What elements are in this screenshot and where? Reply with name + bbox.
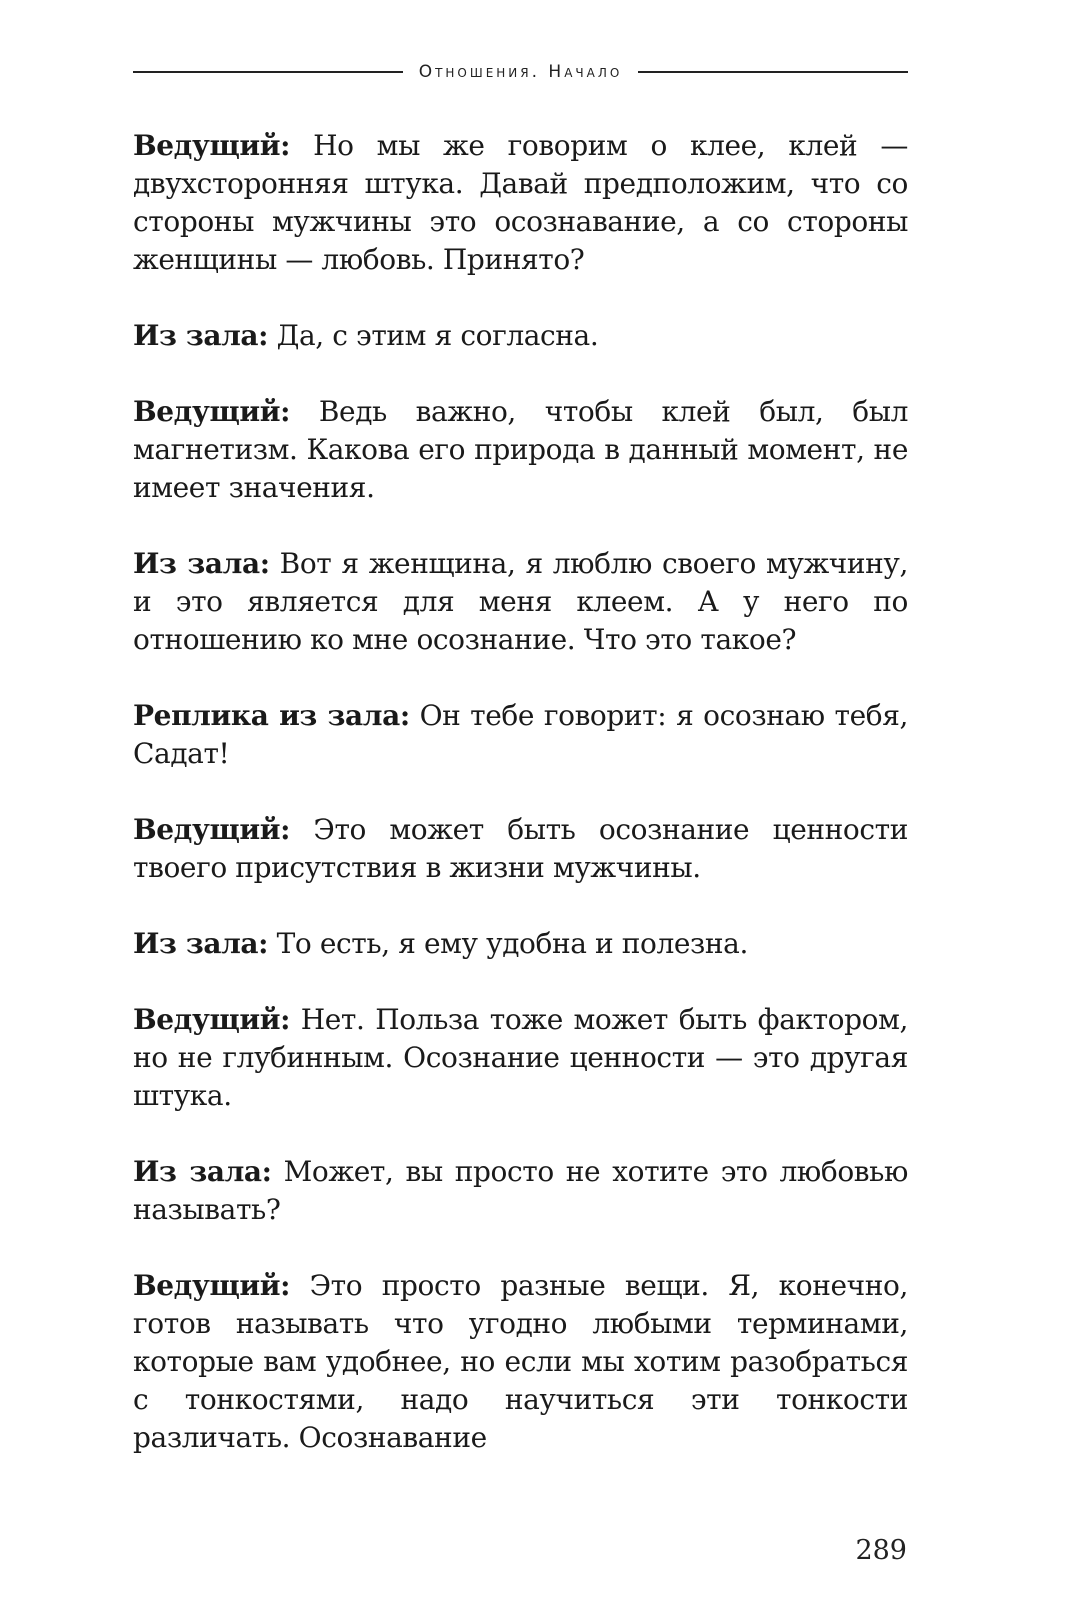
dialogue-paragraph — [133, 1267, 908, 1457]
dialogue-paragraph — [133, 925, 908, 963]
speaker-label: Ведущий: — [133, 813, 291, 846]
paragraph-text: Но мы же говорим о клее, клей — двухсторонняя штука. Давай предположим, что со стороны мужчины это осознавание, а со стороны женщины — любовь. Принято? — [133, 129, 908, 276]
speaker-label: Из зала: — [133, 927, 269, 960]
header-rule-right — [638, 71, 908, 73]
dialogue-paragraph — [133, 545, 908, 659]
header-rule-left — [133, 71, 403, 73]
paragraph-text: Он тебе говорит: я осознаю тебя, Садат! — [133, 699, 908, 770]
speaker-label: Ведущий: — [133, 1269, 291, 1302]
speaker-label: Из зала: — [133, 547, 270, 580]
speaker-label: Реплика из зала: — [133, 699, 410, 732]
running-head — [133, 62, 908, 82]
paragraph-text: Ведь важно, чтобы клей был, был магнетизм. Какова его природа в данный момент, не имеет значения. — [133, 395, 908, 504]
dialogue-paragraph — [133, 317, 908, 355]
paragraph-text: Это может быть осознание ценности твоего присутствия в жизни мужчины. — [133, 813, 908, 884]
dialogue-paragraph — [133, 1001, 908, 1115]
paragraph-text: Может, вы просто не хотите это любовью называть? — [133, 1155, 908, 1226]
page-number: 289 — [855, 1535, 907, 1566]
speaker-label: Ведущий: — [133, 1003, 291, 1036]
speaker-label: Из зала: — [133, 319, 269, 352]
dialogue-paragraph — [133, 127, 908, 279]
paragraph-text: Вот я женщина, я люблю своего мужчину, и это является для меня клеем. А у него по отношению ко мне осознание. Что это такое? — [133, 547, 908, 656]
speaker-label: Ведущий: — [133, 395, 291, 428]
paragraph-text: То есть, я ему удобна и полезна. — [268, 927, 748, 960]
dialogue-paragraph — [133, 811, 908, 887]
speaker-label: Из зала: — [133, 1155, 272, 1188]
running-title: Отношения. Начало — [418, 62, 623, 82]
paragraph-text: Да, с этим я согласна. — [268, 319, 599, 352]
paragraph-text: Это просто разные вещи. Я, конечно, готов называть что угодно любыми терминами, которые вам удобнее, но если мы хотим разобраться с тонкостями, надо научиться эти тонкости различать. Осознавание — [133, 1269, 908, 1454]
speaker-label: Ведущий: — [133, 129, 291, 162]
dialogue-paragraph — [133, 1153, 908, 1229]
paragraph-text: Нет. Польза тоже может быть фактором, но не глубинным. Осознание ценности — это другая штука. — [133, 1003, 908, 1112]
page-body — [133, 127, 908, 1457]
dialogue-paragraph — [133, 393, 908, 507]
dialogue-paragraph — [133, 697, 908, 773]
